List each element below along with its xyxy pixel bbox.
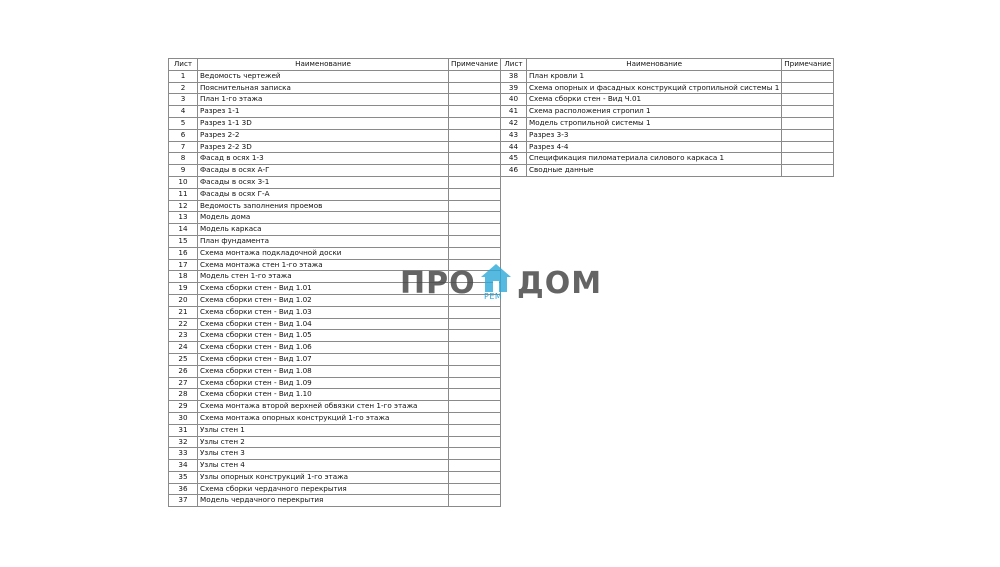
drawing-note (449, 448, 501, 460)
drawing-name: Схема сборки стен - Вид 1.07 (198, 353, 449, 365)
table-row (169, 117, 501, 129)
sheet-number: 45 (501, 153, 527, 165)
drawing-name: Схема расположения стропил 1 (527, 106, 782, 118)
drawing-name: Сводные данные (527, 165, 782, 177)
sheet-number: 27 (169, 377, 198, 389)
drawing-name: Разрез 2-2 (198, 129, 449, 141)
table-row (169, 495, 501, 507)
drawing-note (449, 306, 501, 318)
sheet-number: 23 (169, 330, 198, 342)
drawing-name: Схема сборки стен - Вид 1.05 (198, 330, 449, 342)
sheet-number: 26 (169, 365, 198, 377)
drawing-name: Фасад в осях 1-3 (198, 153, 449, 165)
sheet-number: 29 (169, 401, 198, 413)
sheet-number: 40 (501, 94, 527, 106)
drawing-note (782, 129, 834, 141)
drawing-note (782, 70, 834, 82)
drawing-note (449, 153, 501, 165)
drawing-name: Схема сборки стен - Вид 1.09 (198, 377, 449, 389)
drawing-name: Разрез 4-4 (527, 141, 782, 153)
drawing-note (449, 365, 501, 377)
drawing-note (449, 330, 501, 342)
drawing-name: План кровли 1 (527, 70, 782, 82)
drawing-name: Схема сборки стен - Вид Ч.01 (527, 94, 782, 106)
sheet-number: 37 (169, 495, 198, 507)
drawing-name: Спецификация пиломатериала силового каркаса 1 (527, 153, 782, 165)
drawing-note (782, 153, 834, 165)
table-row (501, 153, 834, 165)
drawing-name: Схема монтажа опорных конструкций 1-го этажа (198, 412, 449, 424)
table-row (169, 342, 501, 354)
sheet-number: 32 (169, 436, 198, 448)
sheet-number: 38 (501, 70, 527, 82)
table-row (501, 94, 834, 106)
sheet-number: 2 (169, 82, 198, 94)
drawing-name: Разрез 1-1 (198, 106, 449, 118)
sheet-number: 6 (169, 129, 198, 141)
sheet-number: 13 (169, 212, 198, 224)
drawing-name: Схема сборки стен - Вид 1.08 (198, 365, 449, 377)
drawing-note (449, 377, 501, 389)
drawing-note (782, 165, 834, 177)
header-sheet: Лист (169, 59, 198, 71)
table-row (169, 412, 501, 424)
sheet-number: 24 (169, 342, 198, 354)
table-row (169, 94, 501, 106)
drawing-note (449, 389, 501, 401)
drawing-name: Пояснительная записка (198, 82, 449, 94)
drawing-note (449, 82, 501, 94)
sheet-number: 1 (169, 70, 198, 82)
table-row (169, 153, 501, 165)
drawing-note (449, 353, 501, 365)
drawing-note (782, 106, 834, 118)
drawing-note (449, 342, 501, 354)
table-row (501, 106, 834, 118)
drawing-name: Модель стен 1-го этажа (198, 271, 449, 283)
table-row (169, 389, 501, 401)
drawing-name: Узлы стен 2 (198, 436, 449, 448)
drawing-note (449, 235, 501, 247)
drawing-name: Ведомость заполнения проемов (198, 200, 449, 212)
drawing-name: Схема сборки чердачного перекрытия (198, 483, 449, 495)
sheet-number: 28 (169, 389, 198, 401)
sheet-number: 31 (169, 424, 198, 436)
header-name: Наименование (527, 59, 782, 71)
table-row (169, 436, 501, 448)
table-row (169, 82, 501, 94)
drawing-name: Схема опорных и фасадных конструкций стропильной системы 1 (527, 82, 782, 94)
drawing-note (449, 188, 501, 200)
drawing-note (449, 70, 501, 82)
drawing-note (449, 495, 501, 507)
table-row (169, 176, 501, 188)
sheet-number: 17 (169, 259, 198, 271)
drawing-name: Узлы опорных конструкций 1-го этажа (198, 471, 449, 483)
sheet-number: 10 (169, 176, 198, 188)
table-row (169, 306, 501, 318)
sheet-number: 42 (501, 117, 527, 129)
drawing-name: Фасады в осях Г-А (198, 188, 449, 200)
drawing-note (449, 117, 501, 129)
table-row (169, 353, 501, 365)
sheet-number: 11 (169, 188, 198, 200)
drawing-note (449, 471, 501, 483)
drawing-name: Схема сборки стен - Вид 1.02 (198, 294, 449, 306)
sheet-number: 46 (501, 165, 527, 177)
table-row (501, 117, 834, 129)
table-row (169, 365, 501, 377)
drawing-note (449, 106, 501, 118)
header-name: Наименование (198, 59, 449, 71)
drawing-name: Модель дома (198, 212, 449, 224)
sheet-number: 44 (501, 141, 527, 153)
drawing-note (449, 129, 501, 141)
table-header-row (169, 59, 501, 71)
drawing-note (449, 176, 501, 188)
sheet-number: 34 (169, 460, 198, 472)
drawing-name: Модель каркаса (198, 224, 449, 236)
drawing-name: Фасады в осях 3-1 (198, 176, 449, 188)
drawing-name: План фундамента (198, 235, 449, 247)
table-row (169, 188, 501, 200)
drawing-name: План 1-го этажа (198, 94, 449, 106)
sheet-number: 7 (169, 141, 198, 153)
drawing-note (782, 94, 834, 106)
table-row (169, 224, 501, 236)
table-row (169, 129, 501, 141)
table-row (169, 247, 501, 259)
sheet-number: 16 (169, 247, 198, 259)
sheet-number: 14 (169, 224, 198, 236)
table-row (169, 471, 501, 483)
drawing-note (449, 412, 501, 424)
table-row (169, 448, 501, 460)
table-row (169, 318, 501, 330)
drawing-note (782, 117, 834, 129)
header-note: Примечание (449, 59, 501, 71)
drawing-name: Схема сборки стен - Вид 1.06 (198, 342, 449, 354)
table-row (169, 483, 501, 495)
drawing-name: Узлы стен 3 (198, 448, 449, 460)
sheet-number: 43 (501, 129, 527, 141)
house-icon (479, 262, 513, 294)
drawing-note (449, 94, 501, 106)
sheet-number: 22 (169, 318, 198, 330)
table-header-row (501, 59, 834, 71)
sheet-number: 35 (169, 471, 198, 483)
drawing-note (449, 200, 501, 212)
drawing-name: Схема сборки стен - Вид 1.03 (198, 306, 449, 318)
header-sheet: Лист (501, 59, 527, 71)
drawing-note (782, 141, 834, 153)
table-row (501, 165, 834, 177)
table-row (169, 70, 501, 82)
logo-text-right: ДОМ (517, 266, 603, 301)
table-row (169, 401, 501, 413)
table-row (169, 200, 501, 212)
sheet-number: 4 (169, 106, 198, 118)
drawing-note (449, 165, 501, 177)
table-row (169, 165, 501, 177)
sheet-number: 12 (169, 200, 198, 212)
sheet-number: 20 (169, 294, 198, 306)
drawing-name: Схема монтажа стен 1-го этажа (198, 259, 449, 271)
sheet-number: 18 (169, 271, 198, 283)
table-row (501, 82, 834, 94)
sheet-number: 8 (169, 153, 198, 165)
drawing-note (449, 436, 501, 448)
table-row (169, 424, 501, 436)
drawings-list-table-right (500, 58, 834, 177)
drawing-note (449, 460, 501, 472)
drawing-note (449, 318, 501, 330)
drawing-name: Ведомость чертежей (198, 70, 449, 82)
logo-text-left: ПРО (400, 266, 476, 301)
sheet-number: 36 (169, 483, 198, 495)
logo-subtext: РЕМ (484, 292, 503, 301)
drawing-name: Фасады в осях А-Г (198, 165, 449, 177)
sheet-number: 30 (169, 412, 198, 424)
drawing-name: Модель стропильной системы 1 (527, 117, 782, 129)
table-row (169, 330, 501, 342)
table-row (501, 70, 834, 82)
drawing-note (449, 424, 501, 436)
table-row (169, 212, 501, 224)
drawing-name: Схема сборки стен - Вид 1.10 (198, 389, 449, 401)
sheet-number: 41 (501, 106, 527, 118)
drawing-name: Схема монтажа подкладочной доски (198, 247, 449, 259)
drawing-name: Узлы стен 1 (198, 424, 449, 436)
drawing-name: Модель чердачного перекрытия (198, 495, 449, 507)
drawing-note (782, 82, 834, 94)
sheet-number: 25 (169, 353, 198, 365)
drawing-name: Разрез 3-3 (527, 129, 782, 141)
drawing-name: Схема монтажа второй верхней обвязки стен 1-го этажа (198, 401, 449, 413)
header-note: Примечание (782, 59, 834, 71)
table-row (169, 106, 501, 118)
table-row (501, 141, 834, 153)
drawing-note (449, 224, 501, 236)
drawing-name: Узлы стен 4 (198, 460, 449, 472)
drawing-name: Схема сборки стен - Вид 1.04 (198, 318, 449, 330)
table-row (501, 129, 834, 141)
sheet-number: 5 (169, 117, 198, 129)
drawing-note (449, 247, 501, 259)
table-row (169, 141, 501, 153)
sheet-number: 39 (501, 82, 527, 94)
drawing-name: Схема сборки стен - Вид 1.01 (198, 283, 449, 295)
drawing-note (449, 401, 501, 413)
sheet-number: 19 (169, 283, 198, 295)
drawing-note (449, 212, 501, 224)
watermark-logo (400, 262, 603, 304)
sheet-number: 33 (169, 448, 198, 460)
drawing-name: Разрез 2-2 3D (198, 141, 449, 153)
table-row (169, 235, 501, 247)
table-row (169, 377, 501, 389)
sheet-number: 9 (169, 165, 198, 177)
sheet-number: 21 (169, 306, 198, 318)
table-row (169, 460, 501, 472)
drawing-note (449, 141, 501, 153)
sheet-number: 15 (169, 235, 198, 247)
sheet-number: 3 (169, 94, 198, 106)
drawing-note (449, 483, 501, 495)
drawing-name: Разрез 1-1 3D (198, 117, 449, 129)
